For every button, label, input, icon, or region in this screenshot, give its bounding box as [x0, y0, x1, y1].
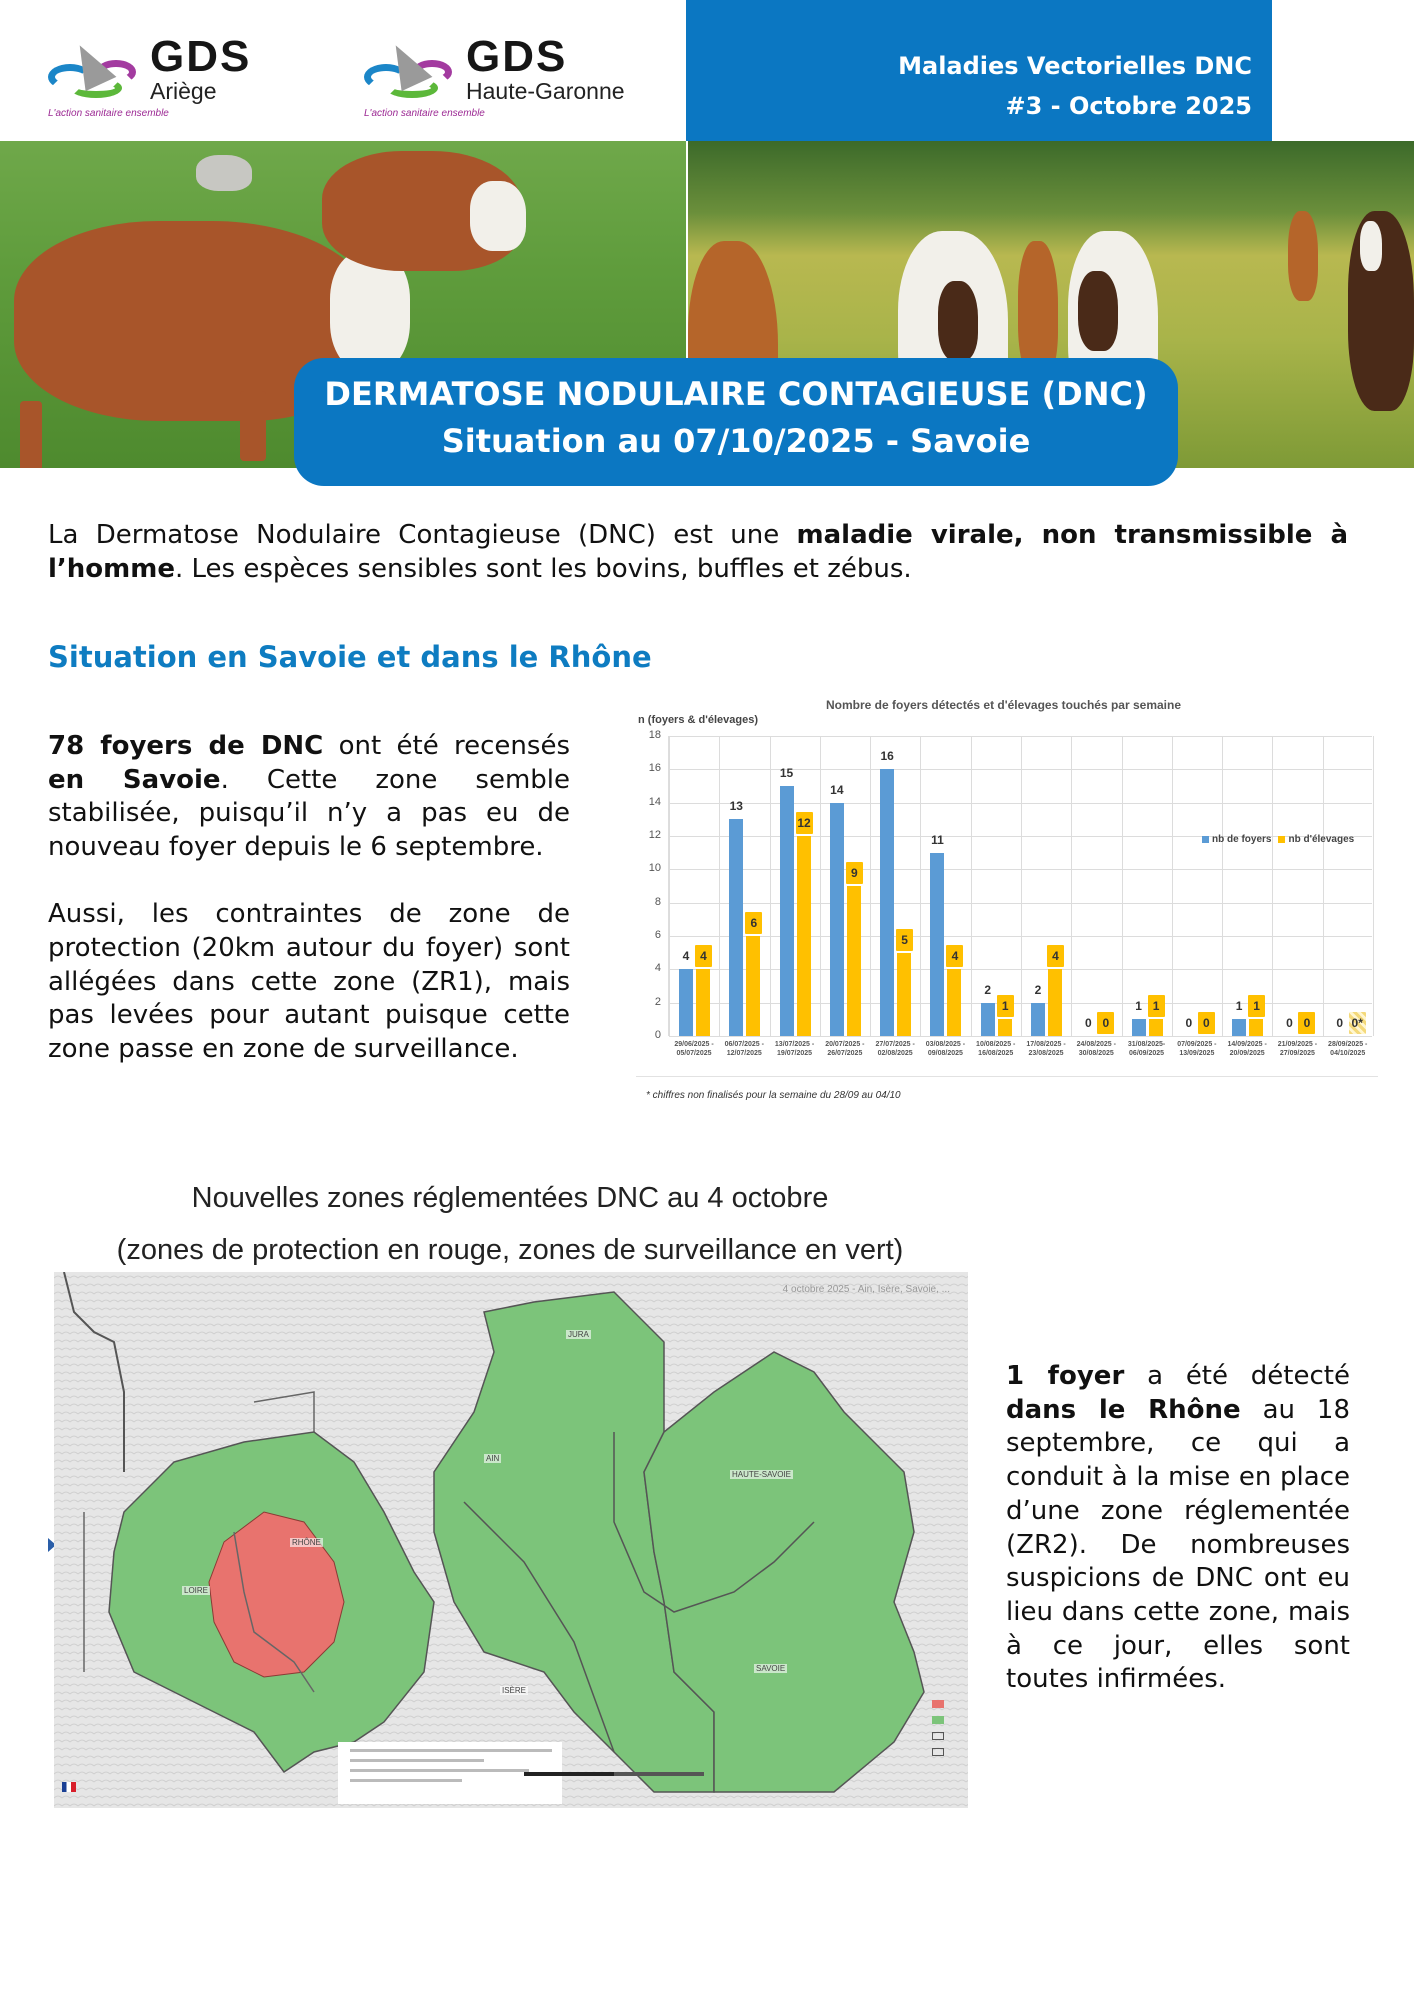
value-label: 4 [695, 945, 712, 967]
value-label: 1 [1248, 995, 1265, 1017]
map-title-line-1: Nouvelles zones réglementées DNC au 4 octobre [191, 1182, 829, 1214]
bar-group [719, 736, 769, 1036]
legend-label: nb d'élevages [1288, 834, 1355, 845]
savoie-paragraph-1 [48, 730, 570, 864]
gds-logo-mark-icon [364, 40, 456, 104]
value-label: 1 [1148, 995, 1165, 1017]
intro-bold: maladie virale, non transmissible à l’homme [48, 520, 1348, 584]
issue-number: #3 - Octobre 2025 [1005, 92, 1252, 120]
map-title-line-2: (zones de protection en rouge, zones de surveillance en vert) [116, 1234, 904, 1266]
x-tick-label: 21/09/2025 - 27/09/2025 [1277, 1041, 1318, 1057]
gridline [669, 1036, 1372, 1037]
bar-foyers [679, 969, 693, 1036]
value-label: 0 [1198, 1012, 1215, 1034]
intro-text-end: . Les espèces sensibles sont les bovins, buffles et zébus. [174, 554, 912, 584]
bar-group [1272, 736, 1322, 1036]
logo-name: GDS [150, 32, 252, 81]
bar-foyers [1232, 1019, 1246, 1036]
x-tick-label: 07/09/2025 - 13/09/2025 [1177, 1041, 1217, 1057]
y-tick-label: 0 [654, 1029, 661, 1041]
gridline [1373, 736, 1374, 1036]
value-label: 16 [880, 749, 894, 764]
value-label: 0 [1336, 1016, 1344, 1030]
bar-elevages [746, 936, 760, 1036]
bar-foyers [880, 769, 894, 1036]
intro-paragraph [48, 518, 1348, 586]
gds-haute-garonne-logo [364, 32, 625, 119]
chart-footnote: * chiffres non finalisés pour la semaine du 28/09 au 04/10 [646, 1090, 901, 1101]
chart-plot-area [648, 729, 1372, 1057]
bar-elevages [797, 836, 811, 1036]
title-line-1: DERMATOSE NODULAIRE CONTAGIEUSE (DNC) [324, 375, 1148, 413]
bar-group [820, 736, 870, 1036]
value-label: 4 [946, 945, 963, 967]
map-label-isere: ISÈRE [502, 1686, 527, 1695]
text: ont été recensés [323, 731, 570, 761]
y-tick-label: 4 [654, 962, 661, 975]
value-label: 0 [1084, 1016, 1092, 1030]
bar-group [870, 736, 920, 1036]
x-tick-label: 27/07/2025 - 02/08/2025 [875, 1041, 915, 1057]
map-label-jura: JURA [568, 1330, 589, 1339]
value-label: 9 [846, 862, 863, 884]
legend-swatch-blue [1202, 836, 1209, 843]
map-label-rhone: RHÔNE [292, 1538, 321, 1547]
value-label: 13 [729, 799, 743, 814]
value-label: 1 [1135, 999, 1142, 1014]
bar-group [1172, 736, 1222, 1036]
value-label: 0 [1298, 1012, 1315, 1034]
y-tick-label: 8 [654, 895, 661, 908]
logo-name: GDS [466, 32, 568, 81]
bar-group [770, 736, 820, 1036]
bar-group [1071, 736, 1121, 1036]
value-label: 14 [830, 782, 844, 797]
bar-elevages [847, 886, 861, 1036]
logo-department: Ariège [150, 78, 217, 104]
bar-group [1323, 736, 1373, 1036]
y-tick-label: 14 [648, 795, 661, 808]
bar-group [920, 736, 970, 1036]
bar-group [1122, 736, 1172, 1036]
gds-logo-mark-icon [48, 40, 140, 104]
chart-legend [1202, 834, 1354, 845]
value-label: 0 [1097, 1012, 1114, 1034]
bold-location: dans le Rhône [1006, 1394, 1241, 1425]
y-tick-label: 10 [648, 862, 661, 875]
value-label: 1 [997, 995, 1014, 1017]
x-tick-label: 10/08/2025 - 16/08/2025 [976, 1041, 1016, 1057]
y-tick-label: 12 [648, 829, 661, 841]
value-label: 5 [896, 929, 913, 951]
bar-foyers [981, 1003, 995, 1036]
value-label: 12 [796, 812, 813, 834]
chart-divider [636, 1076, 1378, 1077]
x-tick-label: 31/08/2025- 06/09/2025 [1127, 1041, 1166, 1057]
x-tick-label: 14/09/2025 - 20/09/2025 [1227, 1041, 1267, 1057]
map-scale-bar [524, 1772, 704, 1776]
issue-series: Maladies Vectorielles DNC [898, 52, 1252, 80]
logo-tagline: L'action sanitaire ensemble [48, 108, 169, 119]
bar-elevages [947, 969, 961, 1036]
bold-count: 78 foyers de DNC [48, 731, 324, 761]
intro-text: La Dermatose Nodulaire Contagieuse (DNC) est une [48, 520, 797, 550]
bar-group [669, 736, 719, 1036]
bar-foyers [780, 786, 794, 1036]
text: . Cette zone semble stabilisée, puisqu’il n’y a pas eu de nouveau foyer depuis le 6 septembre. [48, 764, 570, 862]
chart-title: Nombre de foyers détectés et d'élevages touchés par semaine [826, 698, 1181, 712]
bar-foyers [1132, 1019, 1146, 1036]
x-tick-label: 28/09/2025 - 04/10/2025 [1328, 1041, 1368, 1057]
legend-region-swatch [932, 1748, 944, 1756]
value-label: 6 [745, 912, 762, 934]
text: a été détecté [1124, 1361, 1350, 1391]
x-tick-label: 20/07/2025 - 26/07/2025 [825, 1041, 865, 1057]
x-tick-label: 13/07/2025 - 19/07/2025 [774, 1041, 815, 1057]
y-tick-label: 2 [654, 995, 661, 1008]
y-tick-label: 16 [648, 762, 661, 775]
value-label: 15 [779, 766, 794, 780]
map-svg [54, 1272, 968, 1808]
x-tick-label: 24/08/2025 - 30/08/2025 [1076, 1041, 1116, 1057]
page-title [294, 358, 1178, 486]
section-heading: Situation en Savoie et dans le Rhône [48, 640, 652, 674]
map-legend [928, 1692, 968, 1792]
value-label: 0 [1286, 1016, 1293, 1030]
map-title [40, 1172, 980, 1276]
x-tick-label: 06/07/2025 - 12/07/2025 [724, 1041, 764, 1057]
map-label-ain: AIN [486, 1454, 500, 1463]
legend-dept-swatch [932, 1732, 944, 1740]
bar-elevages [1249, 1019, 1263, 1036]
bar-foyers [930, 853, 944, 1036]
legend-protection-swatch [932, 1700, 944, 1708]
legend-surveillance-swatch [932, 1716, 944, 1724]
value-label: 4 [1047, 945, 1064, 967]
y-tick-label: 6 [654, 929, 661, 941]
legend-label: nb de foyers [1212, 834, 1272, 845]
x-tick-label: 17/08/2025 - 23/08/2025 [1026, 1041, 1066, 1057]
value-label: 11 [931, 832, 944, 847]
y-tick-label: 18 [648, 729, 661, 741]
bar-group [971, 736, 1021, 1036]
value-label: 0* [1349, 1012, 1366, 1034]
bar-group [1021, 736, 1071, 1036]
legend-swatch-yellow [1278, 836, 1285, 843]
value-label: 4 [682, 949, 690, 964]
bar-foyers [830, 803, 844, 1036]
title-line-2: Situation au 07/10/2025 - Savoie [441, 422, 1031, 460]
map-label-savoie: SAVOIE [756, 1664, 786, 1673]
regulated-zones-map [54, 1272, 968, 1808]
map-label-loire: LOIRE [184, 1586, 209, 1595]
bar-elevages [998, 1019, 1012, 1036]
map-label-haute-savoie: HAUTE-SAVOIE [732, 1470, 791, 1479]
republique-francaise-flag-icon [62, 1782, 76, 1792]
value-label: 0 [1185, 1016, 1193, 1030]
bar-elevages [897, 953, 911, 1036]
savoie-text [48, 730, 570, 1066]
x-tick-label: 29/06/2025 - 05/07/2025 [674, 1041, 714, 1057]
value-label: 2 [1034, 982, 1042, 997]
issue-box [686, 0, 1272, 141]
weekly-foyers-chart [636, 694, 1378, 1104]
value-label: 2 [984, 982, 992, 997]
savoie-paragraph-2: Aussi, les contraintes de zone de protection (20km autour du foyer) sont allégées dans cette zone (ZR1), mais pas levées pour autant puisque cette zone passe en zone de surveillance. [48, 899, 570, 1064]
bar-elevages [1048, 969, 1062, 1036]
bar-elevages [1149, 1019, 1163, 1036]
page-header [0, 0, 1414, 141]
gds-ariege-logo [48, 32, 252, 119]
bar-group [1222, 736, 1272, 1036]
map-caption: 4 octobre 2025 - Ain, Isère, Savoie, ... [782, 1284, 950, 1295]
logo-tagline: L'action sanitaire ensemble [364, 108, 485, 119]
bar-foyers [729, 819, 743, 1036]
chart-y-label: n (foyers & d'élevages) [638, 714, 758, 726]
value-label: 1 [1235, 999, 1243, 1014]
bold-count: 1 foyer [1006, 1361, 1125, 1391]
bar-foyers [1031, 1003, 1045, 1036]
bar-elevages [696, 969, 710, 1036]
x-tick-label: 03/08/2025 - 09/08/2025 [925, 1041, 966, 1057]
text: au 18 septembre, ce qui a conduit à la mise en place d’une zone réglementée (ZR2). De nombreuses suspicions de DNC ont eu lieu dans cette zone, mais à ce jour, elles sont toutes infirmées. [1006, 1394, 1351, 1695]
rhone-text [1006, 1360, 1350, 1697]
bold-location: en Savoie [48, 764, 221, 795]
logo-department: Haute-Garonne [466, 78, 625, 104]
